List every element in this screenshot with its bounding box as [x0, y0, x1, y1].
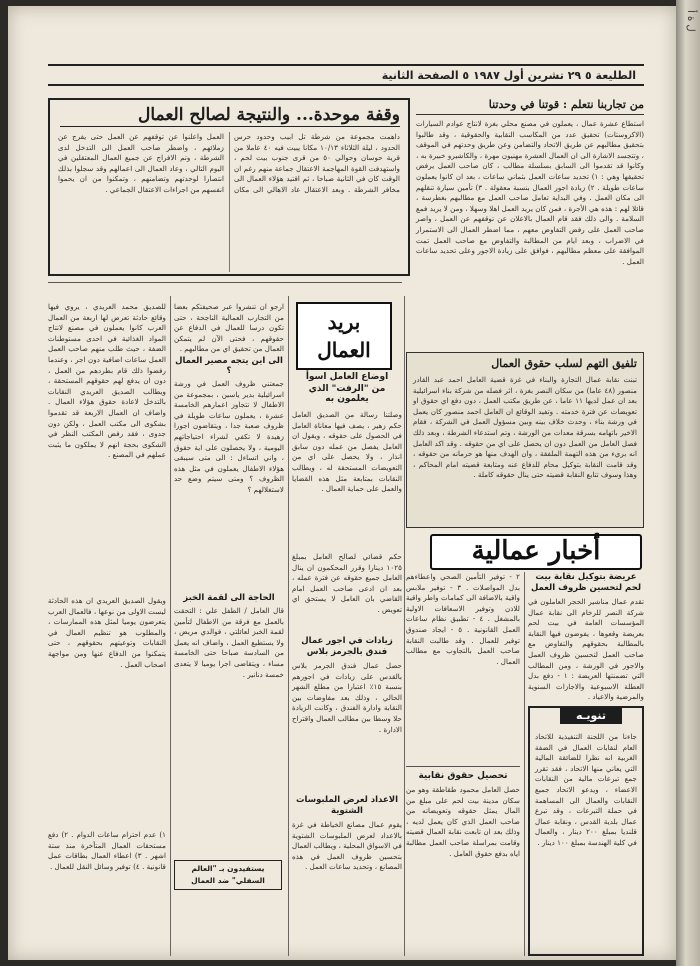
notice-box — [528, 706, 644, 956]
newspaper-page — [8, 6, 676, 960]
far-left-column — [48, 302, 166, 956]
mid-left-box-text: يستفيدون بـ "العالم السفلي" ضد العمال — [191, 864, 265, 885]
labour-news-title: أخبار عمالية — [471, 536, 601, 566]
labour-news-banner — [430, 534, 642, 570]
news-mid-headline: تحصيل حقوق نقابية — [406, 766, 520, 782]
news-mid-body2: حصل العامل محمود طقاطقة وهو من سكان مدينة بيت لحم على مبلغ من المال يمثل حقوقه وتعويضاته من صاحب العمل الذي كان يعمل لديه ، وذلك بعد ان تابعت نقابة العمال قضيته وقامت بمراسلة صاحب العمل مطالبة اياه بدفع حقوق العامل . — [406, 785, 520, 858]
news-left-body3: يقوم عمال مصانع الخياطة في غزة بالاعداد لعرض الملبوسات الشتوية في الاسواق المحلية ، ويطالب العمال بتحسين ظروف العمل في هذه المصانع ، وتحديد ساعات العمل . — [292, 820, 402, 872]
page-binding — [676, 0, 700, 966]
news-mid-body: ٢ - توفير التأمين الصحي واعطاءهم بدل المواصلات . ٣ - توفير ملابس واقية بالاضافة الى كمامات واطر واقية للاذن وتوفير الاسعافات الاولية بالمشغل . ٤ - تطبيق نظام ساعات العمل القانونية . ٥ - ايجاد صندوق توفير للعمال . وقد طالبت النقابة صاحب العمل بالتجاوب مع مطالب العمال . — [406, 572, 521, 666]
news-left-headline2: الاعداد لعرض الملبوسات الشتوية — [295, 795, 399, 816]
far-left-list: ١) عدم احترام ساعات الدوام . ٢) دفع مستحقات العمال المتأخرة منذ ستة اشهر . ٣) اعطاء العمال بطاقات عمل قانونية . ٤) توفير وسائل النقل للعمال . — [48, 830, 166, 871]
rights-body: تبنت نقابة عمال التجارة والبناء في غزة قضية العامل احمد عبد القادر منصور (٤٨ عاما) من سكان النصر بغزة ، اثر فصله من شركة بناء اسرائيلية بعد ان عمل لديها ١١ عاما ، عن طريق مكتب العمل ، دون دفع اي حقوق او تعويضات عن فترة خدمته . وتفيد الوقائع ان العامل احمد منصور كان يعمل في ورشة بناء ، وحدث خلاف بينه وبين مسؤول العمل في الشركة ، فقام الاخير باتهامه بسرقة معدات من الورشة ، وتم استدعاء الشرطة ، وبعد ذلك فصل العامل من العمل دون ان يحصل على اي من حقوقه . وقد اكد العامل انه بريء من هذه التهمة الملفقة ، وان الهدف منها هو حرمانه من حقوقه ، وقد قامت النقابة بتوكيل محام للدفاع عنه ومتابعة قضيته امام المحاكم ، وهذا وسوف تتابع النقابة قضيته حتى ينال حقوقه كاملة . — [413, 375, 637, 480]
news-mid-column — [406, 572, 520, 956]
mid-left-headline: الى اين يتجه مصير العمال ؟ — [175, 356, 283, 376]
mid-left-body: جمعتني ظروف العمل في ورشة اسرائيلية بدير ياسين ، بمجموعة من الاطفال لا تتجاوز اعمارهم الخامسة عشرة ، يعملون ساعات طويلة في ظروف صعبة جدا ، ويتقاضون اجورا زهيدة لا تكفي لشراء احتياجاتهم اليومية ، ولا يحصلون على اية حقوق ، واني اتساءل : الى متى سيبقى هؤلاء الاطفال يعملون في مثل هذه الظروف ؟ ومتى سيتم وضع حد لاستغلالهم ؟ — [174, 379, 284, 494]
mid-left-column — [174, 302, 284, 956]
top-right-title: من تجاربنا نتعلم : قوتنا في وحدتنا — [416, 98, 644, 115]
news-right-column — [528, 572, 644, 702]
column-rule-b — [288, 296, 289, 956]
workers-mail-logo — [296, 302, 392, 370]
column-rule-d — [170, 296, 171, 956]
workers-mail-sub2: اوضاع العامل اسوأ — [305, 372, 389, 382]
column-rule-c — [404, 296, 405, 956]
top-right-body: استطاع عشرة عمال ، يعملون في مصنع محلي بغزة لانتاج عوادم السيارات (الاكزوستات) تحقيق عدد من المكاسب النقابية والحقوقية ، وقد طالبوا بتحقيق مطالبهم عن طريق الاتحاد والتضامن وعن طريق وحدتهم في الموقف ، وتتجسد الاشارة الى ان العمال العشرة مهنيون مهرة ، والكاشيرو خبيرة به ، وكانوا قد تقدموا الى السابق بسلسلة مطالب ، كان صاحب العمل يرفض تحقيقها وهي : ١) تحديد ساعات العمل بثماني ساعات ، بعد ان كانوا يعملون ساعات طويلة . ٢) زيادة اجور العمال بنسبة معقولة . ٣) تأمين سيارة تنقلهم الى مكان العمل . وفي البداية تعامل صاحب العمل مع مطالبهم بغطرسة ، قائلا لهم : هذه هي الأجرة ، فمن كان يريد العمل اهلا وسهلا ، ومن لا يريد فمع السلامة . والى ذلك فقد قام العمال بالاعلان عن توقفهم عن العمل ، واصر صاحب العمل على رفض التفاوض معهم ، مما اضطر العمال الى الاستمرار في الاضراب ، وبعد ايام من المطالبة والتفاوض مع صاحب العمل تمت الموافقة على معظم مطالبهم ، فوافق على زيادة الاجور وعلى تحديد ساعات العمل . — [416, 119, 644, 266]
mid-left-top-body: ارجو ان تنشروا عبر صحيفتكم بعضا من التجارب العمالية الناجحة ، حتى تكون درسا للعمال في الدفاع عن حقوقهم ، فحتى الآن لم يتمكن العمال من تحقيق اي من مطالبهم . — [174, 302, 284, 354]
rights-title: تلفيق التهم لسلب حقوق العمال — [491, 357, 637, 370]
notice-body: جاءنا من اللجنة التنفيذية للاتحاد العام لنقابات العمال في الضفة الغربية انه نظرا للضائقة المالية التي يعاني منها الاتحاد ، فقد تقرر جمع تبرعات مالية من النقابات الاعضاء ، ويدعو الاتحاد جميع النقابات والعمال الى المساهمة في حملة التبرعات ، وقد تبرع عمال بلدية القدس ، ونقابة عمال قلنديا بمبلغ ٢٠٠ دينار ، والعمال في كلية الهندسة بمبلغ ١٠٠ دينار . — [535, 732, 637, 847]
workers-mail-title: بريد العمال — [317, 310, 371, 362]
far-left-body: للصديق محمد العريدي ، يروي فيها وقائع حادثة تعرض لها اربعة من العمال العرب كانوا يعملون في مصنع لانتاج المواد الغذائية في احدى مستوطنات الضفة ، حيث طلب منهم صاحب العمل العمل ساعات اضافية دون اجر ، وعندما رفضوا ذلك قام بطردهم من العمل ، دون ان يدفع لهم حقوقهم المستحقة ، ويطالب الصديق العريدي النقابات بالتدخل لاعادة حقوق هؤلاء العمال . واضاف ان العمال الاربعة قد تقدموا بشكوى الى مكتب العمل ، ولكن دون جدوى ، فقد رفض المكتب النظر في الشكوى بحجة انهم لا يملكون ما يثبت عملهم في المصنع . — [48, 302, 166, 460]
workers-mail-article — [292, 372, 402, 546]
rights-article — [406, 352, 644, 528]
news-left-column — [292, 552, 402, 956]
news-right-headline: عريضة بتوكيل نقابة بيت لحم لتحسين ظروف العمل — [530, 572, 642, 593]
binding-mark: ل ة أ — [685, 10, 696, 32]
top-right-article — [416, 98, 644, 346]
column-rule-a — [524, 572, 525, 956]
mid-left-box-label — [174, 860, 282, 890]
top-banner-title: وقفة موحدة... والنتيجة لصالح العمال — [60, 104, 400, 127]
top-banner-body: داهمت مجموعة من شرطة تل ابيب وحدود حرس الحدود ، ليلة الثلاثاء ١٠/١٣ مكانا يبيت فيه ٤٠ عاملا من قرية حوسان وحوالي ٥٠ من قرى جنوب بيت لحم ، واستهدفت القوة المهاجمة الاعتقال جماعة منهم رغم ان الوقت كان في الثانية صباحا ، ثم اقتيد هؤلاء العمال الى مخافر الشرطة . وبعد الاعتقال عاد الاهالي الى مكان العمل واعلنوا عن توقفهم عن العمل حتى يفرج عن زملائهم ، واضطر صاحب العمل الى التدخل لدى الشرطة ، وتم الافراج عن جميع العمال المعتقلين في اليوم التالي ، وعاد العمال الى اعمالهم وقد سجلوا بذلك انتصارا لوحدتهم وتضامنهم ، وتمكنوا من ان يحموا انفسهم من اجراءات الاعتقال الجماعي . — [58, 132, 401, 194]
header-text: الطليعة ٥ ٢٩ تشرين أول ١٩٨٧ ٥ الصفحة الثانية — [381, 68, 636, 82]
mid-left-body2: قال العامل / الطفل علي : التحقت بالعمل مع فرقة من الاطفال لتأمين لقمة الخبز لعائلتي ، فوالدي مريض ، ولا يستطيع العمل ، واضاف انه يعمل من السادسة صباحا حتى الخامسة مساء ، ويتقاضى اجرا يوميا لا يتعدى خمسة دنانير . — [174, 606, 284, 679]
workers-mail-body: وصلتنا رسالة من الصديق العامل حكم زهير ، يصف فيها معاناة العامل في الحصول على حقوقه ، ويقول ان العامل يفصل من عمله دون سابق انذار ، ولا يحصل على اي من التعويضات المستحقة له ، ويطالب النقابات بمتابعة مثل هذه القضايا والعمل على حماية العمال . — [292, 410, 402, 494]
notice-title: تنويـه — [560, 707, 622, 724]
news-left-body2: حصل عمال فندق الجرمز بلاس بالقدس على زيادات في اجورهم بنسبة ١٥٪ اعتبارا من مطلع الشهر الحالي ، وذلك بعد مفاوضات بين النقابة وادارة الفندق ، وكانت الزيادة حلا وسطا بين مطالب العمال واقتراح الادارة . — [292, 661, 403, 734]
news-left-body: حكم قضائي لصالح العامل بمبلغ ١٠٢٥ دينارا وقرر المحكمون ان ينال العامل جميع حقوقه عن فترة عمله ، بعد ان ادعى صاحب العمل امام القاضي بان العامل لا يستحق اي تعويض . — [292, 552, 402, 614]
page-header — [48, 64, 644, 86]
news-right-body: تقدم عمال مناشير الحجر العاملون في شركة النصر للرخام الى نقابة عمال المؤسسات العامة في بيت لحم بعريضة وقعوها ، يفوضون فيها النقابة بالمطالبة بحقوقهم والتفاوض مع صاحب العمل لتحسين ظروف العمل والاجور في الورشة ، ومن المطالب التي تضمنتها العريضة : ١ - دفع بدل العطلة الاسبوعية والاجازات السنوية والمرضية والاعياد . — [528, 597, 644, 702]
top-banner-article — [48, 98, 410, 276]
mid-left-quote-title: الحاجة الى لقمة الخبز — [183, 593, 275, 603]
news-left-headline: زيادات في اجور عمال فندق بالجرمز بلاس — [301, 636, 393, 657]
section-rule — [48, 282, 402, 283]
workers-mail-subtitle: من "الرفت" الذي يعلمون به — [308, 384, 386, 404]
far-left-body2: ويقول الصديق العريدي ان هذه الحادثة ليست الاولى من نوعها ، فالعمال العرب يتعرضون يوميا لمثل هذه الممارسات ، والمطلوب هو تنظيم العمال في النقابات وتوعيتهم بحقوقهم ، حتى يتمكنوا من الدفاع عنها ومن مواجهة اصحاب العمل . — [48, 596, 166, 669]
